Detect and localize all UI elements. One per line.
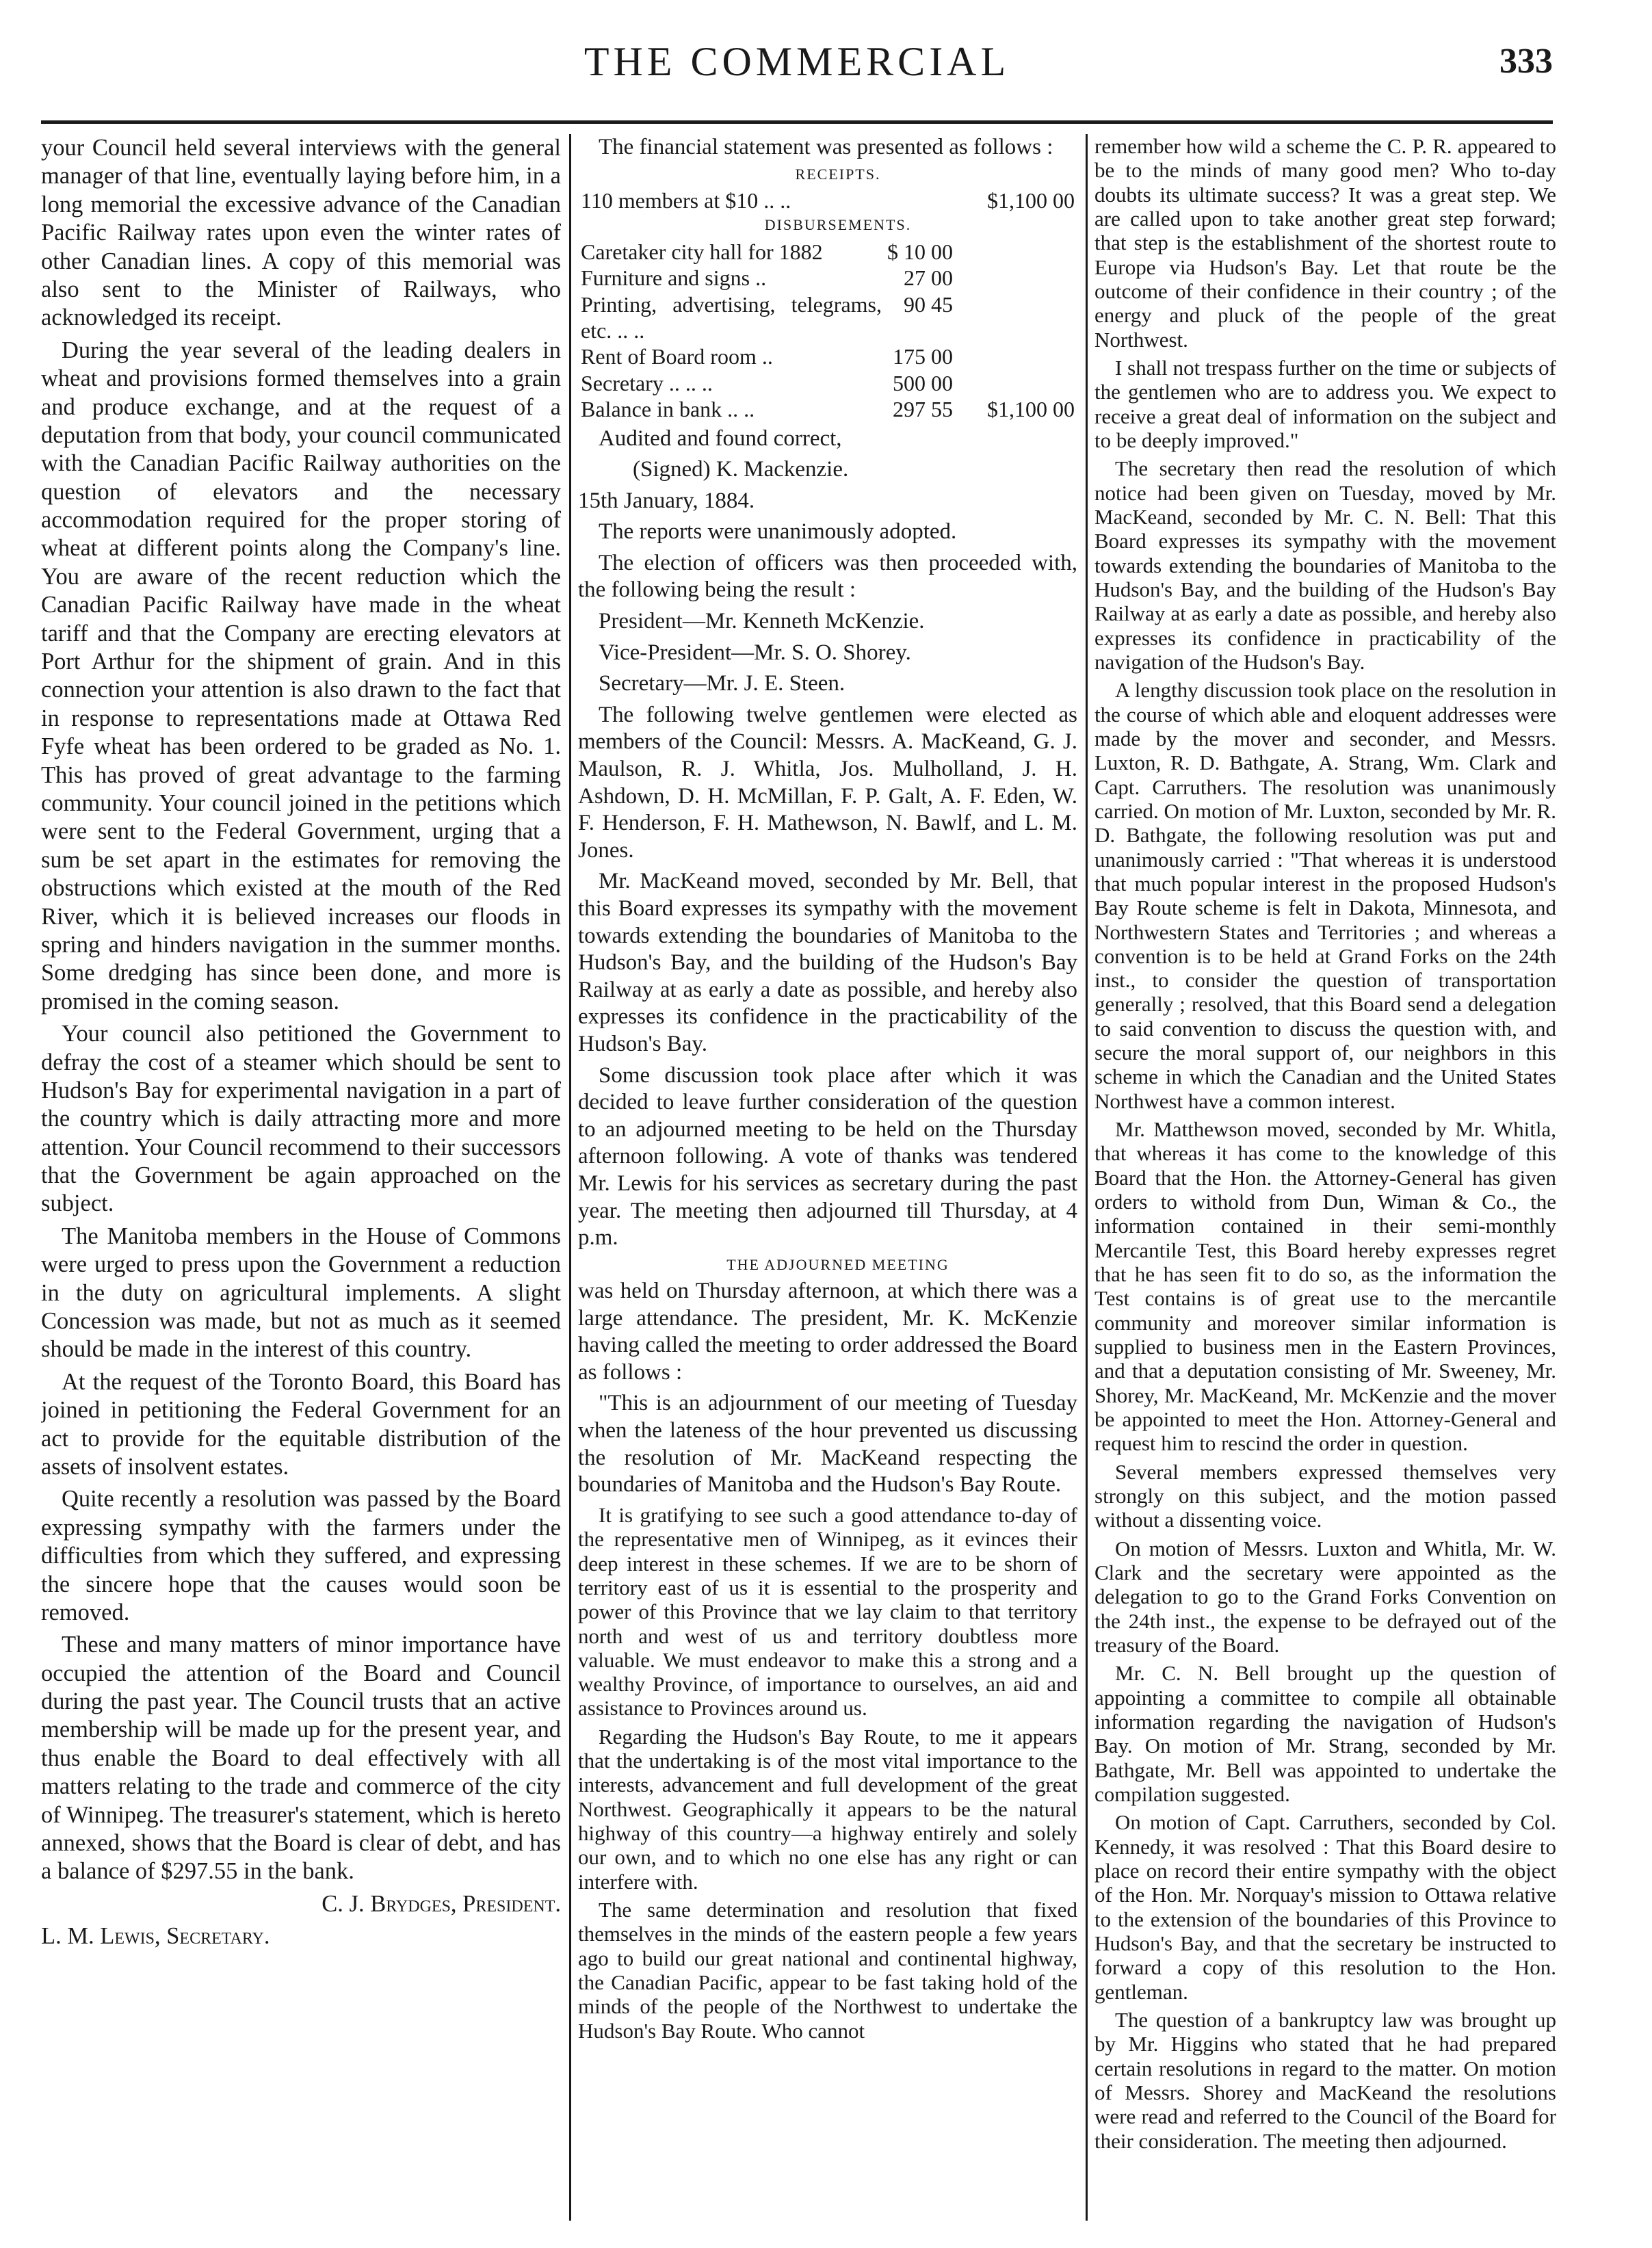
paragraph: It is gratifying to see such a good attendance to-day of the representative men of Winnipeg, as it evinces their deep interest in these schemes. If we are to be shorn of territory east of us it is essential to the prosperity and power of this Province that we lay claim to that territory north and west of us and territory doubtless more valuable. We must endeavor to make this a strong and a wealthy Province, of importance to ourselves, an aid and assistance to Provinces around us. [578, 1502, 1077, 1721]
table-row [578, 265, 1077, 291]
disbursements-table [578, 239, 1077, 423]
statement-date: 15th January, 1884. [578, 488, 755, 513]
officers-list [578, 608, 1077, 698]
table-cell-amount: 500 00 [893, 370, 953, 395]
paragraph: Mr. Matthewson moved, seconded by Mr. Whitla, that whereas it has come to the knowledge of this Board that the Hon. the Attorney-General has given orders to withold from Dun, Wiman & Co., the information contained in their semi-monthly Mercantile Test, this Board hereby expresses regret that he has seen fit to do so, as the information the Test contains is of great use to the mercantile community and moreover similar information is supplied to business men in the Eastern Provinces, and that a deputation consisting of Mr. Sweeney, Mr. Shorey, Mr. MacKeand, Mr. McKenzie and the mover be appointed to meet the Hon. Attorney-General and request him to rescind the order in question. [1094, 1117, 1556, 1456]
table-cell-total [956, 265, 1077, 291]
disbursements-heading: DISBURSEMENTS. [764, 216, 912, 234]
table-cell-item: Printing, advertising, telegrams, etc. .. .. [581, 291, 882, 343]
paragraph: The election of officers was then proceeded with, the following being the result : [578, 550, 1077, 603]
table-cell-item: Rent of Board room .. [581, 344, 773, 369]
table-cell-total: $1,100 00 [987, 397, 1075, 422]
table-row [578, 370, 1077, 396]
table-cell-amount: $ 10 00 [887, 239, 953, 264]
receipts-table [578, 187, 1077, 213]
paragraph: Your council also petitioned the Government to defray the cost of a steamer which should be sent to Hudson's Bay for experimental navigation in a part of the country which is daily attracting more and more attention. Your Council recommend to their successors that the Government be again approached on the subject. [41, 1021, 561, 1217]
paragraph: Some discussion took place after which it was decided to leave further consideration of the question to an adjourned meeting to be held on the Thursday afternoon following. A vote of thanks was tendered Mr. Lewis for his services as secretary during the past year. The meeting then adjourned till Thursday, at 4 p.m. [578, 1062, 1077, 1251]
table-cell-total [956, 291, 1077, 344]
table-row [578, 396, 1077, 422]
table-row [578, 291, 1077, 344]
paragraph: The same determination and resolution that fixed themselves in the minds of the eastern people a few years ago to build our great national and continental highway, the Canadian Pacific, appear to be fast taking hold of the minds of the people of the Northwest to undertake the Hudson's Bay Route. Who cannot [578, 1898, 1077, 2043]
column-1 [41, 134, 561, 2227]
paragraph: On motion of Capt. Carruthers, seconded by Col. Kennedy, it was resolved : That this Board desire to place on record their entire sympathy with the object of the Hon. Mr. Norquay's mission to Ottawa relative to the extension of the boundaries of this Province to Hudson's Bay, and that the secretary be instructed to forward a copy of this resolution to the Hon. gentleman. [1094, 1810, 1556, 2004]
audit-note: Audited and found correct, [599, 426, 842, 451]
paragraph: "This is an adjournment of our meeting of Tuesday when the lateness of the hour prevented us discussing the resolution of Mr. MacKeand respecting the boundaries of Manitoba and the Hudson's Bay Route. [578, 1391, 1077, 1498]
page-number: 333 [1499, 42, 1553, 81]
table-row [578, 239, 1077, 265]
table-cell-amount: 175 00 [893, 344, 953, 369]
publication-title: THE COMMERCIAL [584, 39, 1010, 84]
adjourned-meeting-heading: THE ADJOURNED MEETING [726, 1255, 949, 1273]
table-cell-item: Caretaker city hall for 1882 [581, 239, 823, 264]
paragraph: On motion of Messrs. Luxton and Whitla, Mr. W. Clark and the secretary were appointed as the delegation to go to the Grand Forks Convention on the 24th inst., the expense to be defrayed out of the treasury of the Board. [1094, 1536, 1556, 1658]
table-cell-item: 110 members at $10 .. .. [581, 187, 791, 213]
paragraph: The reports were unanimously adopted. [599, 519, 957, 545]
header-rule [41, 120, 1553, 124]
officer-entry: President—Mr. Kenneth McKenzie. [599, 609, 925, 634]
table-cell-total: $1,100 00 [987, 187, 1075, 213]
paragraph: was held on Thursday afternoon, at which there was a large attendance. The president, Mr. K. McKenzie having called the meeting to order addressed the Board as follows : [578, 1279, 1077, 1385]
table-cell-total [956, 239, 1077, 265]
secretary-signature: L. M. Lewis, Secretary. [41, 1923, 270, 1950]
paragraph: The secretary then read the resolution of which notice had been given on Tuesday, moved by Mr. MacKeand, seconded by Mr. C. N. Bell: That this Board expresses its sympathy with the movement towards extending the boundaries of Manitoba to the Hudson's Bay, and the building of the Hudson's Bay Railway at as early a date as possible, and hereby also expresses its confidence in practicability of the navigation of the Hudson's Bay. [1094, 456, 1556, 674]
table-cell-item: Secretary .. .. .. [581, 370, 713, 395]
table-cell-amount: 27 00 [904, 265, 953, 291]
paragraph: I shall not trespass further on the time or subjects of the gentlemen who are to address you. We expect to receive a great deal of information on the subject and to be deeply improved." [1094, 355, 1556, 452]
table-cell-amount: 297 55 [893, 397, 953, 422]
table-cell-amount: 90 45 [904, 291, 953, 317]
column-2 [578, 134, 1077, 2227]
paragraph: Several members expressed themselves very strongly on this subject, and the motion passed without a dissenting voice. [1094, 1459, 1556, 1532]
paragraph: Mr. C. N. Bell brought up the question of appointing a committee to compile all obtainable information regarding the navigation of Hudson's Bay. On motion of Mr. Strang, seconded by Mr. Bathgate, Mr. Bell was appointed to undertake the compilation suggested. [1094, 1661, 1556, 1806]
table-row [578, 343, 1077, 369]
column-divider-2 [1086, 134, 1088, 2221]
table-cell-item: Furniture and signs .. [581, 265, 767, 291]
paragraph: your Council held several interviews with the general manager of that line, eventually laying before him, in a long memorial the excessive advance of the Canadian Pacific Railway rates upon even the winter rates of other Canadian lines. A copy of this memorial was also sent to the Minister of Railways, who acknowledged its receipt. [41, 135, 561, 331]
table-cell-total [956, 370, 1077, 396]
receipts-heading: RECEIPTS. [795, 165, 881, 183]
paragraph: Quite recently a resolution was passed by the Board expressing sympathy with the farmers under the difficulties from which they suffered, and expressing the sincere hope that the causes would soon be removed. [41, 1486, 561, 1625]
president-signature: C. J. Brydges, President. [322, 1890, 561, 1917]
paragraph: During the year several of the leading dealers in wheat and provisions formed themselves into a grain and produce exchange, and at the request of a deputation from that body, your council communicated with the Canadian Pacific Railway authorities on the question of elevators and the necessary accommodation required for the proper storing of wheat at different points along the Company's line. You are aware of the recent reduction which the Canadian Pacific Railway have made in the wheat tariff and that the Company are erecting elevators at Port Arthur for the shipment of grain. And in this connection your attention is also drawn to the fact that in response to representations made at Ottawa Red Fyfe wheat has been ordered to be graded as No. 1. This has proved of great advantage to the farming community. Your council joined in the petitions which were sent to the Federal Government, urging that a sum be set apart in the estimates for removing the obstructions which existed at the mouth of the Red River, which it is believed increases our floods in spring and hinders navigation in the summer months. Some dredging has since been done, and more is promised in the coming season. [41, 337, 561, 1015]
officer-entry: Vice-President—Mr. S. O. Shorey. [599, 640, 911, 665]
paragraph: remember how wild a scheme the C. P. R. appeared to be to the minds of many good men? Who to-day doubts its ultimate success? It was a great step. We are called upon to take another great step forward; that step is the establishment of the shortest route to Europe via Hudson's Bay. Let that route be the outcome of their confidence in their country ; of the energy and pluck of the people of the great Northwest. [1094, 134, 1556, 352]
table-cell-amount [946, 187, 956, 213]
column-3 [1094, 134, 1556, 2227]
paragraph: The Manitoba members in the House of Commons were urged to press upon the Government a reduction in the duty on agricultural implements. A slight Concession was made, but not as much as it seemed should be made in the interest of this country. [41, 1223, 561, 1363]
table-cell-item: Balance in bank .. .. [581, 397, 755, 422]
column-divider-1 [569, 134, 571, 2221]
paragraph: These and many matters of minor importance have occupied the attention of the Board and Council during the past year. The Council trusts that an active membership will be made up for the present year, and thus enable the Board to deal effectively with all matters relating to the trade and commerce of the city of Winnipeg. The treasurer's statement, which is hereto annexed, shows that the Board is clear of debt, and has a balance of $297.55 in the bank. [41, 1632, 561, 1885]
paragraph: The following twelve gentlemen were elected as members of the Council: Messrs. A. MacKeand, G. J. Maulson, R. J. Whitla, Jos. Mulholland, J. H. Ashdown, D. H. McMillan, F. P. Galt, A. F. Eden, W. F. Henderson, F. H. Mathewson, N. Bawlf, and L. M. Jones. [578, 702, 1077, 863]
paragraph: The financial statement was presented as follows : [599, 135, 1053, 159]
page-header [41, 34, 1553, 89]
officer-entry: Secretary—Mr. J. E. Steen. [599, 671, 845, 696]
table-row [578, 187, 1077, 213]
paragraph: Mr. MacKeand moved, seconded by Mr. Bell, that this Board expresses its sympathy with the movement towards extending the boundaries of Manitoba to the Hudson's Bay, and the building of the Hudson's Bay Railway at as early a date as possible, and hereby also expresses its confidence in the practicability of the Hudson's Bay. [578, 869, 1077, 1056]
table-cell-total [956, 343, 1077, 369]
paragraph: A lengthy discussion took place on the resolution in the course of which able and eloquent addresses were made by the mover and seconder, and Messrs. Luxton, R. D. Bathgate, A. Strang, Wm. Clark and Capt. Carruthers. The resolution was unanimously carried. On motion of Mr. Luxton, seconded by Mr. R. D. Bathgate, the following resolution was put and unanimously carried : "That whereas it is understood that much popular interest in the proposed Hudson's Bay Route scheme is felt in Dakota, Minnesota, and Northwestern States and Territories ; and whereas a convention is to be held at Grand Forks on the 24th inst., to consider the question of transportation generally ; resolved, that this Board send a delegation to said convention to discuss the question with, and secure the moral support of, our neighbors in this scheme in which the Canadian and the United States Northwest have a common interest. [1094, 678, 1556, 1113]
audit-signature: (Signed) K. Mackenzie. [633, 457, 849, 482]
paragraph: At the request of the Toronto Board, this Board has joined in petitioning the Federal Government for an act to provide for the equitable distribution of the assets of insolvent estates. [41, 1368, 561, 1480]
paragraph: Regarding the Hudson's Bay Route, to me it appears that the undertaking is of the most vital importance to the interests, advancement and full development of the great Northwest. Geographically it appears to be the natural highway of this country—a highway entirely and solely our own, and to which no one else has any right or can interfere with. [578, 1724, 1077, 1894]
paragraph: The question of a bankruptcy law was brought up by Mr. Higgins who stated that he had prepared certain resolutions in regard to the matter. On motion of Messrs. Shorey and MacKeand the resolutions were read and referred to the Council of the Board for their consideration. The meeting then adjourned. [1094, 2007, 1556, 2153]
